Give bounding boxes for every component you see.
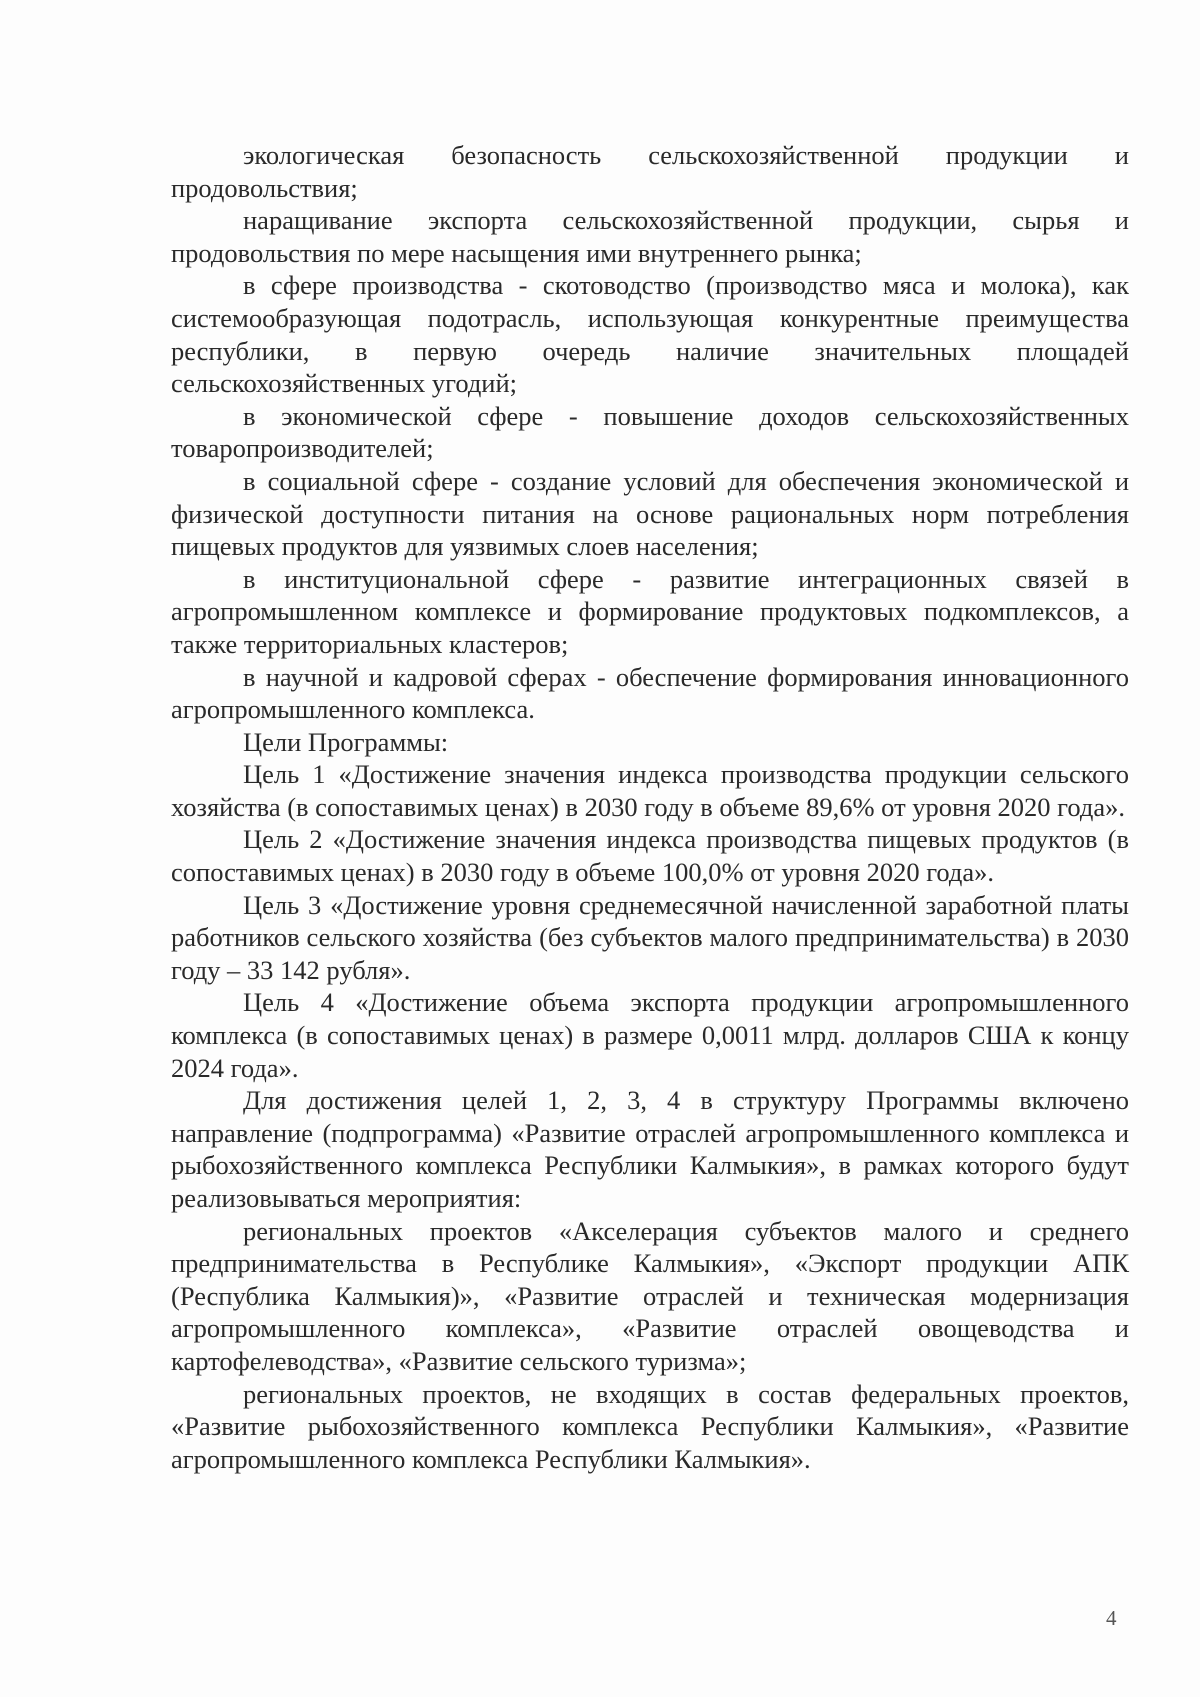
paragraph-production-sphere: в сфере производства - скотоводство (производство мяса и молока), как системообразующая подотрасль, использующая конкурентные преимущества республики, в первую очередь наличие значительных площадей сельскохозяйственных угодий;: [171, 270, 1129, 399]
paragraph-institutional-sphere: в институциональной сфере - развитие интеграционных связей в агропромышленном комплексе и формирование продуктовых подкомплексов, а также территориальных кластеров;: [171, 563, 1129, 659]
paragraph-goal-3: Цель 3 «Достижение уровня среднемесячной начисленной заработной платы работников сельского хозяйства (без субъектов малого предпринимательства) в 2030 году – 33 142 рубля».: [171, 889, 1129, 985]
paragraph-social-sphere: в социальной сфере - создание условий для обеспечения экономической и физической доступности питания на основе рациональных норм потребления пищевых продуктов для уязвимых слоев населения;: [171, 465, 1129, 562]
paragraph-non-federal-projects: региональных проектов, не входящих в состав федеральных проектов, «Развитие рыбохозяйственного комплекса Республики Калмыкия», «Развитие агропромышленного комплекса Республики Калмыкия».: [171, 1378, 1129, 1474]
paragraph-export-growth: наращивание экспорта сельскохозяйственной продукции, сырья и продовольствия по мере насыщения ими внутреннего рынка;: [171, 205, 1129, 268]
paragraph-science-personnel: в научной и кадровой сферах - обеспечение формирования инновационного агропромышленного комплекса.: [171, 661, 1129, 725]
paragraph-goal-2: Цель 2 «Достижение значения индекса производства пищевых продуктов (в сопоставимых ценах) в 2030 году в объеме 100,0% от уровня 2020 года».: [171, 824, 1129, 888]
paragraph-subprogram-structure: Для достижения целей 1, 2, 3, 4 в структуру Программы включено направление (подпрограмма) «Развитие отраслей агропромышленного комплекса и рыбохозяйственного комплекса Республики Калмыкия», в рамках которого будут реализовываться мероприятия:: [171, 1085, 1129, 1213]
paragraph-goal-4: Цель 4 «Достижение объема экспорта продукции агропромышленного комплекса (в сопоставимых ценах) в размере 0,0011 млрд. долларов США к концу 2024 года».: [171, 987, 1129, 1083]
document-body: [171, 139, 1129, 1475]
paragraph-goal-1: Цель 1 «Достижение значения индекса производства продукции сельского хозяйства (в сопоставимых ценах) в 2030 году в объеме 89,6% от уровня 2020 года».: [171, 759, 1129, 822]
page-number: 4: [1106, 1606, 1117, 1630]
paragraph-program-goals-heading: Цели Программы:: [243, 726, 449, 757]
paragraph-regional-projects: региональных проектов «Акселерация субъектов малого и среднего предпринимательства в Республике Калмыкия», «Экспорт продукции АПК (Республика Калмыкия)», «Развитие отраслей и техническая модернизация агропромышленного комплекса», «Развитие отраслей овощеводства и картофелеводства», «Развитие сельского туризма»;: [171, 1215, 1129, 1376]
paragraph-ecological-safety: экологическая безопасность сельскохозяйственной продукции и продовольствия;: [171, 140, 1129, 203]
paragraph-economic-sphere: в экономической сфере - повышение доходов сельскохозяйственных товаропроизводителей;: [171, 400, 1129, 464]
